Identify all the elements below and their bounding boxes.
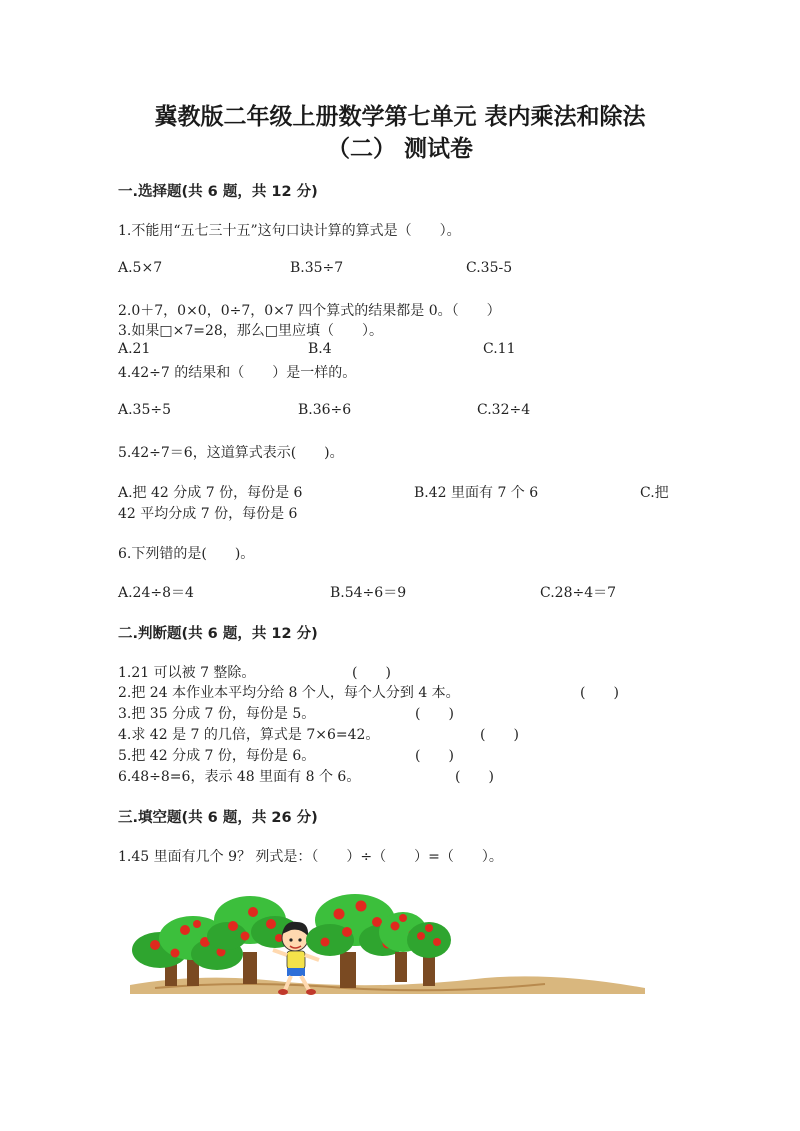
- judge-1-text: 1.21 可以被 7 整除。: [118, 665, 256, 681]
- q3-option-b[interactable]: B.4: [308, 341, 332, 357]
- judge-1-paren[interactable]: ( ): [352, 665, 391, 681]
- q1-option-a[interactable]: A.5×7: [118, 260, 163, 276]
- q3-option-c[interactable]: C.11: [483, 341, 516, 357]
- judge-2-text: 2.把 24 本作业本平均分给 8 个人，每个人分到 4 本。: [118, 685, 460, 701]
- ground: [130, 976, 645, 994]
- q5-option-c[interactable]: C.把: [640, 485, 669, 501]
- judge-6-text: 6.48÷8=6，表示 48 里面有 8 个 6。: [118, 769, 361, 785]
- section-heading-choice: 一.选择题(共 6 题，共 12 分): [118, 184, 318, 200]
- q1-option-c[interactable]: C.35-5: [466, 260, 513, 276]
- q6-option-b[interactable]: B.54÷6＝9: [330, 585, 407, 601]
- q5-option-b[interactable]: B.42 里面有 7 个 6: [414, 485, 539, 501]
- apple-tree-right-2: [407, 922, 451, 986]
- judge-5-paren[interactable]: ( ): [415, 748, 454, 764]
- question-4-stem: 4.42÷7 的结果和（ ）是一样的。: [118, 365, 357, 381]
- judge-3-paren[interactable]: ( ): [415, 706, 454, 722]
- question-3-stem: 3.如果□×7=28，那么□里应填（ ）。: [118, 323, 383, 339]
- judge-4-text: 4.求 42 是 7 的几倍，算式是 7×6=42。: [118, 727, 380, 743]
- page-title: 冀教版二年级上册数学第七单元 表内乘法和除法: [154, 104, 646, 130]
- section-heading-fill: 三.填空题(共 6 题，共 26 分): [118, 810, 318, 826]
- judge-3-text: 3.把 35 分成 7 份，每份是 5。: [118, 706, 316, 722]
- q4-option-a[interactable]: A.35÷5: [118, 402, 172, 418]
- q4-option-c[interactable]: C.32÷4: [477, 402, 531, 418]
- q5-option-a[interactable]: A.把 42 分成 7 份，每份是 6: [118, 485, 303, 501]
- page-subtitle: （二） 测试卷: [326, 136, 473, 162]
- question-2-stem: 2.0＋7，0×0，0÷7，0×7 四个算式的结果都是 0。（ ）: [118, 303, 501, 319]
- question-6-stem: 6.下列错的是( )。: [118, 546, 255, 562]
- judge-5-text: 5.把 42 分成 7 份，每份是 6。: [118, 748, 316, 764]
- judge-6-paren[interactable]: ( ): [455, 769, 494, 785]
- q1-option-b[interactable]: B.35÷7: [290, 260, 344, 276]
- judge-2-paren[interactable]: ( ): [580, 685, 619, 701]
- question-5-stem: 5.42÷7＝6，这道算式表示( )。: [118, 445, 344, 461]
- q3-option-a[interactable]: A.21: [118, 341, 151, 357]
- q4-option-b[interactable]: B.36÷6: [298, 402, 352, 418]
- q6-option-c[interactable]: C.28÷4＝7: [540, 585, 617, 601]
- q5-option-c-wrap: 42 平均分成 7 份，每份是 6: [118, 506, 298, 522]
- question-1-stem: 1.不能用“五七三十五”这句口诀计算的算式是（ ）。: [118, 223, 461, 239]
- section-heading-judgement: 二.判断题(共 6 题，共 12 分): [118, 626, 318, 642]
- q6-option-a[interactable]: A.24÷8＝4: [118, 585, 194, 601]
- fill-1-stem: 1.45 里面有几个 9？ 列式是：（ ）÷（ ）=（ ）。: [118, 849, 503, 865]
- apple-orchard-illustration: [125, 890, 685, 1000]
- judge-4-paren[interactable]: ( ): [480, 727, 519, 743]
